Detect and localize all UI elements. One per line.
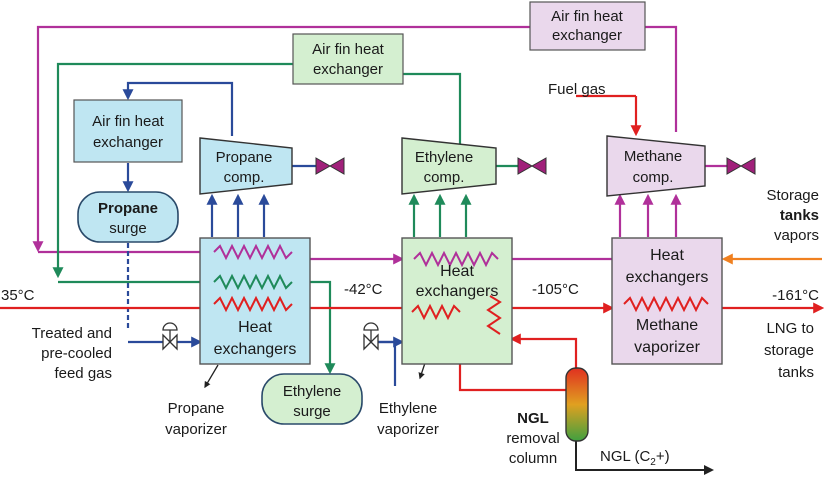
storage-vapors-label <box>766 187 819 244</box>
ngl-removal-column <box>566 368 588 441</box>
svg-text:vaporizer: vaporizer <box>634 339 700 356</box>
svg-text:Propane: Propane <box>97 200 159 217</box>
svg-text:feed gas: feed gas <box>54 365 112 382</box>
inlet-temperature-label: 35°C <box>1 287 35 304</box>
propane-heat-exchanger <box>200 238 310 364</box>
svg-text:LNG to: LNG to <box>766 320 814 337</box>
outlet-temperature-label: -161°C <box>772 287 819 304</box>
svg-text:Storage: Storage <box>766 187 819 204</box>
propane-compressor <box>200 138 292 194</box>
svg-text:column: column <box>508 450 558 467</box>
ethylene-vaporizer-label <box>377 400 439 438</box>
air-fin-heat-exchanger-mid <box>293 34 403 84</box>
svg-text:Air fin heat: Air fin heat <box>551 8 623 25</box>
svg-text:Heat: Heat <box>238 319 272 336</box>
propane-driver-icon <box>316 158 344 174</box>
temperature-label-2: -105°C <box>532 281 579 298</box>
svg-text:vaporizer: vaporizer <box>165 421 227 438</box>
svg-text:surge: surge <box>293 403 331 420</box>
ethylene-compressor <box>402 138 496 194</box>
svg-text:Ethylene: Ethylene <box>414 149 474 166</box>
svg-text:exchanger: exchanger <box>551 27 623 44</box>
svg-text:comp.: comp. <box>423 169 465 186</box>
svg-text:removal: removal <box>506 430 560 447</box>
propane-expansion-valve-icon <box>163 323 177 349</box>
svg-text:surge: surge <box>109 220 147 237</box>
ngl-product-label: NGL $(C_2+)$ <box>600 448 670 468</box>
svg-text:exchanger: exchanger <box>312 61 384 78</box>
svg-text:pre-cooled: pre-cooled <box>41 345 112 362</box>
svg-text:Methane: Methane <box>635 317 699 334</box>
svg-text:tanks: tanks <box>779 207 819 224</box>
svg-text:vapors: vapors <box>773 227 819 244</box>
svg-text:vaporizer: vaporizer <box>377 421 439 438</box>
svg-text:exchangers: exchangers <box>213 341 297 358</box>
svg-text:exchangers: exchangers <box>415 283 499 300</box>
svg-text:Propane: Propane <box>215 149 273 166</box>
svg-text:comp.: comp. <box>632 169 674 186</box>
ngl-removal-column-label <box>506 410 559 467</box>
air-fin-heat-exchanger-top <box>530 2 645 50</box>
methane-compressor <box>607 136 705 196</box>
methane-heat-exchanger <box>612 238 722 364</box>
ethylene-driver-icon <box>518 158 546 174</box>
svg-text:Ethylene: Ethylene <box>282 383 342 400</box>
propane-vaporizer-label <box>165 400 227 438</box>
svg-text:Propane: Propane <box>167 400 225 417</box>
svg-text:Air fin heat: Air fin heat <box>312 41 384 58</box>
svg-text:comp.: comp. <box>223 169 265 186</box>
lng-to-storage-label <box>764 320 814 381</box>
svg-text:Methane: Methane <box>623 148 683 165</box>
svg-text:Heat: Heat <box>650 247 684 264</box>
air-fin-heat-exchanger-left <box>74 100 182 162</box>
propane-surge-drum <box>78 192 178 242</box>
svg-text:exchangers: exchangers <box>625 269 709 286</box>
svg-text:Heat: Heat <box>440 263 474 280</box>
svg-text:tanks: tanks <box>778 364 814 381</box>
ethylene-surge-drum <box>262 374 362 424</box>
fuel-gas-label: Fuel gas <box>548 81 606 98</box>
ethylene-heat-exchanger <box>402 238 512 364</box>
methane-driver-icon <box>727 158 755 174</box>
temperature-label-1: -42°C <box>344 281 383 298</box>
svg-text:exchanger: exchanger <box>92 134 164 151</box>
svg-text:storage: storage <box>763 342 814 359</box>
svg-text:Air fin heat: Air fin heat <box>92 113 164 130</box>
svg-text:Ethylene: Ethylene <box>378 400 438 417</box>
feed-gas-label <box>32 325 112 382</box>
svg-text:NGL: NGL <box>517 410 549 427</box>
ethylene-expansion-valve-icon <box>364 323 378 349</box>
svg-text:Treated and: Treated and <box>31 325 112 342</box>
